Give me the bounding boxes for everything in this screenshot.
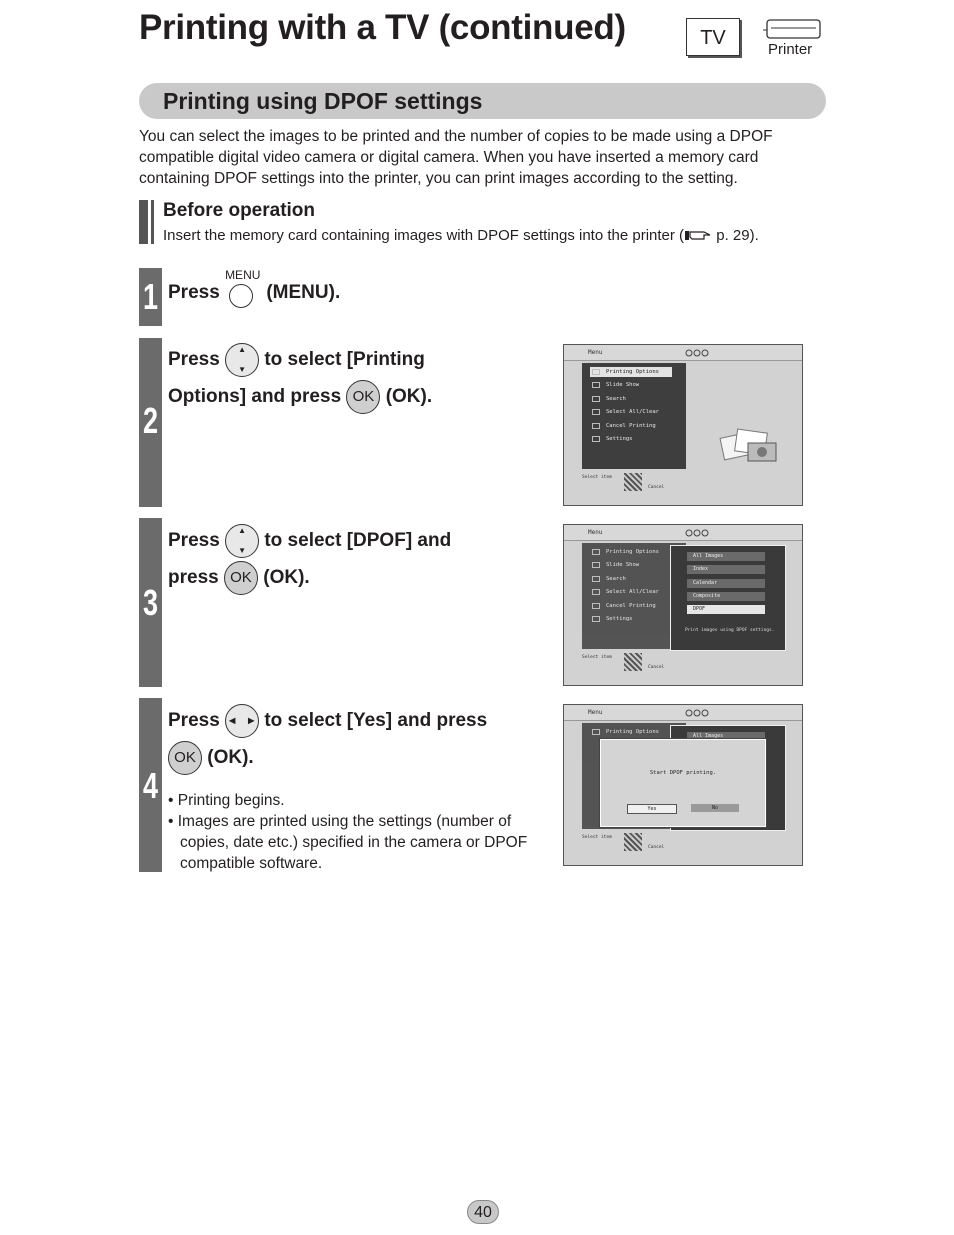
tv-icon: TV [686, 18, 740, 56]
intro-paragraph: You can select the images to be printed and the number of copies to be made using a DPOF compatible digital video camera or digital camera. When you have inserted a memory card containing DPOF settings into the printer, you can print images according to the setting. [139, 128, 773, 187]
before-operation-marker [139, 200, 157, 244]
step-4-line-2: OK (OK). [168, 741, 254, 775]
section-title: Printing using DPOF settings [163, 88, 483, 114]
photos-illustration-icon [714, 421, 784, 471]
reference-hand-icon [684, 229, 712, 241]
screenshot-menu: Menu Printing Options Slide Show Search Select All/Clear Cancel Printing Settings Select item Cancel [563, 344, 803, 506]
step-2-number: 2 [142, 400, 159, 441]
step-4-number: 4 [142, 765, 159, 806]
printer-label: Printer [768, 41, 813, 58]
before-operation-text: Insert the memory card containing images with DPOF settings into the printer ( p. 29). [163, 227, 759, 244]
step-1-instruction: Press MENU (MENU). [168, 278, 340, 308]
list-item: • Printing begins. [168, 792, 285, 809]
step-3-number: 3 [142, 582, 159, 623]
before-operation-title: Before operation [163, 200, 316, 221]
screenshot-confirm-dialog: Menu Printing Options All Images Start DPOF printing. Yes No Select item Cancel [563, 704, 803, 866]
up-down-button-icon: ▲ ▼ [225, 524, 259, 558]
list-item: • Images are printed using the settings (number of copies, date etc.) specified in the camera or DPOF compatible software. [168, 813, 528, 872]
menu-button-label: MENU [225, 268, 261, 282]
step-1-number: 1 [142, 276, 159, 317]
step-2-line-2: Options] and press OK (OK). [168, 380, 432, 414]
step-4-notes [168, 790, 528, 874]
step-3-line-1: Press ▲ ▼ to select [DPOF] and [168, 524, 451, 558]
ok-button-icon: OK [346, 380, 380, 414]
menu-button-icon [229, 284, 253, 308]
step-3-line-2: press OK (OK). [168, 561, 310, 595]
ok-button-icon: OK [224, 561, 258, 595]
up-down-button-icon: ▲ ▼ [225, 343, 259, 377]
ok-button-icon: OK [168, 741, 202, 775]
screenshot-dpof-submenu: Menu Printing Options Slide Show Search Select All/Clear Cancel Printing Settings All Images Index Calendar Composite DPOF Print images using DPOF settings. Select item Cancel [563, 524, 803, 686]
page-number: 40 [467, 1200, 499, 1224]
page-title: Printing with a TV (continued) [139, 8, 626, 47]
left-right-button-icon: ◀ ▶ [225, 704, 259, 738]
printer-icon [763, 18, 821, 40]
step-4-line-1: Press ◀ ▶ to select [Yes] and press [168, 704, 487, 738]
step-2-line-1: Press ▲ ▼ to select [Printing [168, 343, 425, 377]
